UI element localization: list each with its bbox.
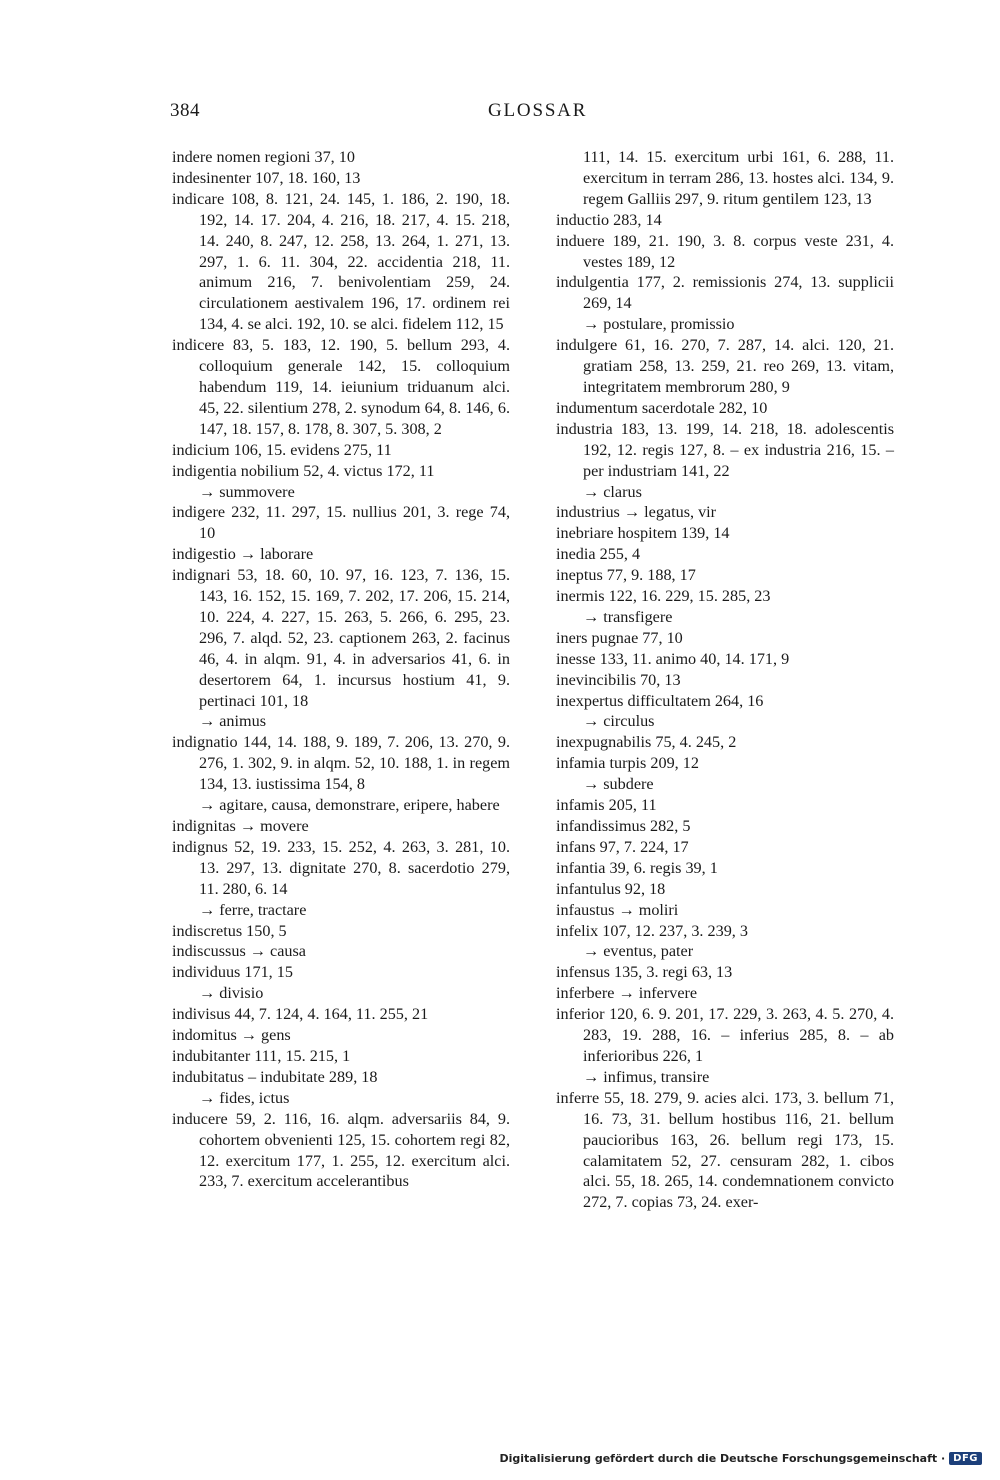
glossary-column-right (556, 147, 894, 1213)
glossary-entry: inductio 283, 14 (556, 210, 662, 229)
glossary-entry: indigere 232, 11. 297, 15. nullius 201, 3. rege 74, 10 (172, 503, 510, 543)
page-title: GLOSSAR (488, 100, 588, 121)
dfg-logo: DFG (949, 1452, 982, 1465)
glossary-entry: inferre 55, 18. 279, 9. acies alci. 173, 3. bellum 71, 16. 73, 31. bellum hostibus 116, 21. bellum paucioribus 163, 26. bellum regi 173, 15. calamitatem 52, 27. censuram 282, 1. cibos alci. 55, 18. 265, 14. condemnationem convicto 272, 7. copias 73, 24. exer- (556, 1088, 894, 1212)
glossary-entry: inexpugnabilis 75, 4. 245, 2 (556, 733, 737, 752)
footer-text: Digitalisierung gefördert durch die Deutsche Forschungsgemeinschaft · (499, 1452, 946, 1465)
glossary-entry: inducere 59, 2. 116, 16. alqm. adversariis 84, 9. cohortem obvenienti 125, 15. cohortem regi 82, 12. exercitum 177, 1. 255, 12. exercitum alci. 233, 7. exercitum accelerantibus (172, 1109, 510, 1191)
glossary-entry: individuus 171, 15 (172, 963, 293, 982)
glossary-entry: indignitas → movere (172, 817, 309, 835)
glossary-entry: inesse 133, 11. animo 40, 14. 171, 9 (556, 649, 790, 668)
glossary-entry: inebriare hospitem 139, 14 (556, 524, 730, 543)
glossary-entry: infantulus 92, 18 (556, 879, 666, 898)
glossary-entry: infelix 107, 12. 237, 3. 239, 3 (556, 921, 748, 940)
glossary-cross-reference: → ferre, tractare (199, 900, 307, 919)
glossary-entry: indumentum sacerdotale 282, 10 (556, 398, 768, 417)
glossary-entry: 111, 14. 15. exercitum urbi 161, 6. 288, 11. exercitum in terram 286, 13. hostes alci. 134, 9. regem Galliis 297, 9. ritum gentilem 123, 13 (583, 148, 894, 208)
glossary-entry: indicium 106, 15. evidens 275, 11 (172, 440, 392, 459)
glossary-entry: indubitatus – indubitate 289, 18 (172, 1067, 378, 1086)
glossary-entry: ineptus 77, 9. 188, 17 (556, 566, 696, 585)
page-number: 384 (170, 100, 200, 121)
glossary-entry: inferior 120, 6. 9. 201, 17. 229, 3. 263, 4. 5. 270, 4. 283, 19. 288, 16. – inferius 285, 8. – ab inferioribus 226, 1 (556, 1005, 894, 1065)
glossary-entry: indivisus 44, 7. 124, 4. 164, 11. 255, 21 (172, 1005, 429, 1024)
footer-credit (499, 1452, 982, 1465)
glossary-cross-reference: → animus (199, 712, 266, 731)
glossary-cross-reference: → summovere (199, 482, 295, 501)
glossary-entry: inevincibilis 70, 13 (556, 670, 681, 689)
glossary-cross-reference: → transfigere (583, 607, 673, 626)
glossary-entry: iners pugnae 77, 10 (556, 628, 683, 647)
glossary-entry: infamia turpis 209, 12 (556, 754, 699, 773)
glossary-entry: inermis 122, 16. 229, 15. 285, 23 (556, 587, 771, 606)
glossary-entry: indomitus → gens (172, 1026, 291, 1045)
glossary-entry: infaustus → moliri (556, 900, 679, 919)
glossary-column-left (172, 147, 510, 1192)
glossary-entry: indiscussus → causa (172, 942, 306, 961)
glossary-entry: inedia 255, 4 (556, 545, 641, 564)
glossary-entry: indignus 52, 19. 233, 15. 252, 4. 263, 3. 281, 10. 13. 297, 13. dignitate 270, 8. sacerdotio 279, 11. 280, 6. 14 (172, 837, 510, 898)
glossary-entry: infensus 135, 3. regi 63, 13 (556, 963, 733, 982)
glossary-entry: infans 97, 7. 224, 17 (556, 837, 689, 856)
glossary-entry: induere 189, 21. 190, 3. 8. corpus veste 231, 4. vestes 189, 12 (556, 231, 894, 271)
glossary-entry: inexpertus difficultatem 264, 16 (556, 691, 764, 710)
glossary-entry: indesinenter 107, 18. 160, 13 (172, 168, 361, 187)
glossary-entry: indignatio 144, 14. 188, 9. 189, 7. 206, 13. 270, 9. 276, 1. 302, 9. in alqm. 52, 10. 188, 1. in regem 134, 13. iustissima 154, 8 (172, 733, 510, 794)
glossary-cross-reference: → circulus (583, 712, 655, 731)
glossary-entry: infantia 39, 6. regis 39, 1 (556, 858, 718, 877)
glossary-entry: industrius → legatus, vir (556, 503, 717, 522)
glossary-entry: indignari 53, 18. 60, 10. 97, 16. 123, 7. 136, 15. 143, 16. 152, 15. 169, 7. 202, 17. 206, 15. 214, 10. 224, 4. 227, 15. 263, 5. 266, 6. 295, 23. 296, 7. alqd. 52, 23. captionem 263, 2. facinus 46, 4. in alqm. 91, 4. in adversarios 41, 6. in desertorem 64, 1. incursus hostium 41, 9. pertinaci 101, 18 (172, 566, 510, 710)
glossary-cross-reference: → postulare, promissio (583, 315, 735, 334)
glossary-entry: indigentia nobilium 52, 4. victus 172, 11 (172, 461, 435, 480)
glossary-entry: inferbere → infervere (556, 984, 698, 1003)
glossary-cross-reference: → divisio (199, 984, 264, 1003)
glossary-entry: industria 183, 13. 199, 14. 218, 18. adolescentis 192, 12. regis 127, 8. – ex industria 216, 15. – per industriam 141, 22 (556, 419, 894, 480)
glossary-entry: indiscretus 150, 5 (172, 921, 287, 940)
glossary-entry: indulgentia 177, 2. remissionis 274, 13. supplicii 269, 14 (556, 273, 894, 313)
glossary-cross-reference: → infimus, transire (583, 1067, 710, 1086)
glossary-entry: indicare 108, 8. 121, 24. 145, 1. 186, 2. 190, 18. 192, 14. 17. 204, 4. 216, 18. 217, 4. 15. 218, 14. 240, 8. 247, 12. 258, 13. 264, 1. 271, 13. 297, 1. 6. 11. 304, 22. accidentia 218, 11. animum 216, 7. benivolentiam 259, 24. circulationem aestivalem 196, 17. ordinem rei 134, 4. se alci. 192, 10. se alci. fidelem 112, 15 (172, 189, 510, 334)
glossary-cross-reference: → fides, ictus (199, 1088, 290, 1107)
glossary-entry: indigestio → laborare (172, 545, 314, 564)
glossary-entry: indicere 83, 5. 183, 12. 190, 5. bellum 293, 4. colloquium generale 142, 15. colloquium habendum 119, 14. ieiunium triduanum alci. 45, 22. silentium 278, 2. synodum 64, 8. 146, 6. 147, 18. 157, 8. 178, 8. 307, 5. 308, 2 (172, 336, 510, 438)
glossary-entry: infamis 205, 11 (556, 796, 657, 815)
glossary-cross-reference: → eventus, pater (583, 942, 694, 961)
glossary-cross-reference: → clarus (583, 482, 642, 501)
glossary-entry: indere nomen regioni 37, 10 (172, 148, 355, 166)
glossary-cross-reference: → subdere (583, 775, 654, 794)
glossary-entry: indubitanter 111, 15. 215, 1 (172, 1046, 351, 1065)
glossary-cross-reference: → agitare, causa, demonstrare, eripere, habere (199, 796, 500, 815)
glossary-entry: infandissimus 282, 5 (556, 817, 691, 835)
glossary-entry: indulgere 61, 16. 270, 7. 287, 14. alci. 120, 21. gratiam 258, 13. 259, 21. reo 269, 13. vitam, integritatem membrorum 280, 9 (556, 336, 894, 396)
